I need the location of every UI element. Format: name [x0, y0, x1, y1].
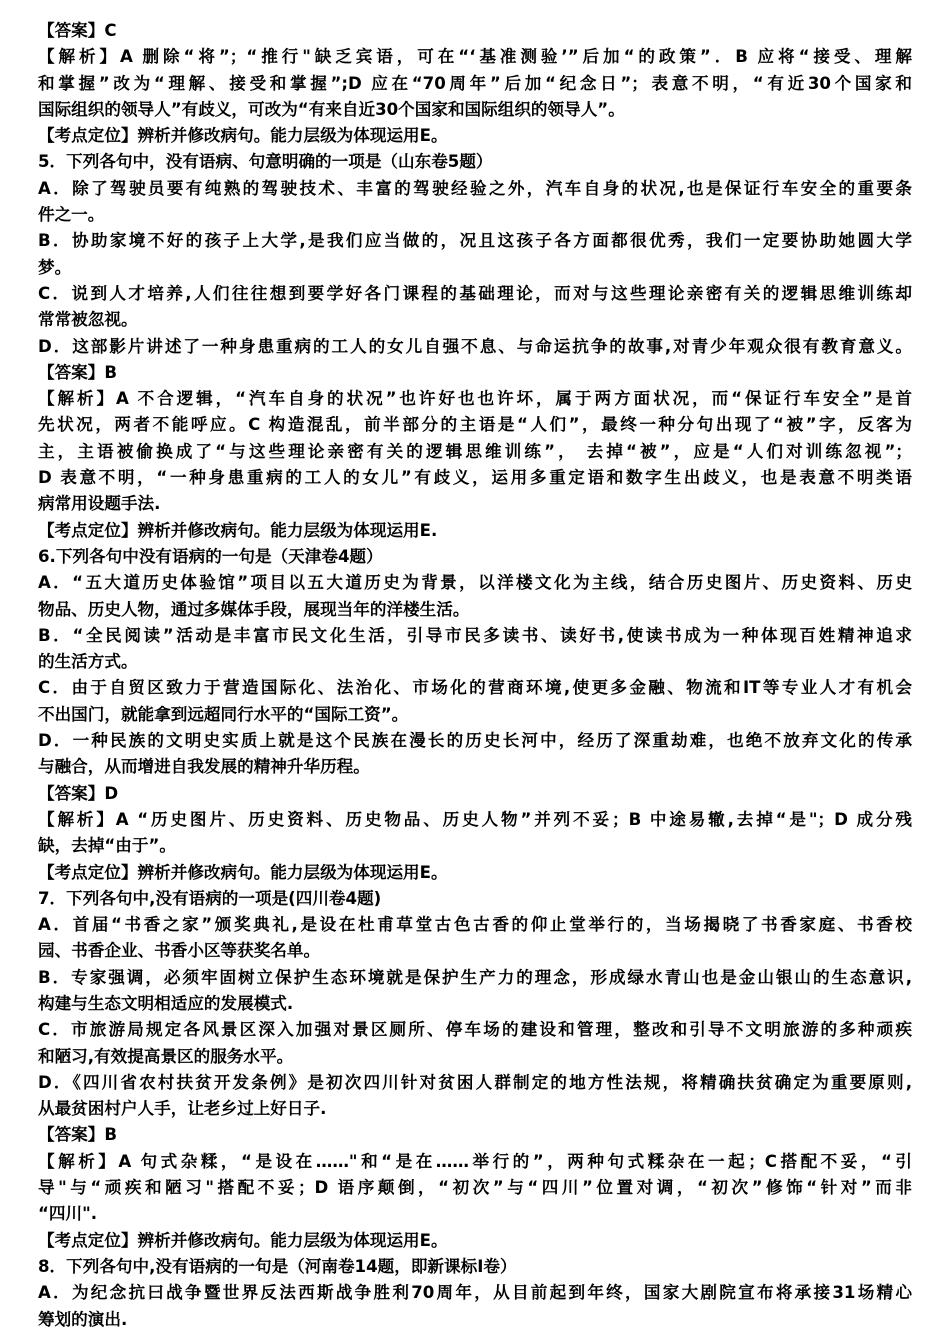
text-line: 园、书香企业、书香小区等获奖名单。 [38, 941, 321, 961]
text-line: 国际组织的领导人”有歧义，可改为“有来自近30个国家和国际组织的领导人”。 [38, 99, 625, 119]
text-line: 【解析】A 不合逻辑，“汽车自身的状况”也许好也也许坏，属于两方面状况，而“保证行车安全”是首 [38, 389, 912, 409]
text-line: 导"与“顽疾和陋习"搭配不妥；D 语序颠倒，“初次”与“四川”位置对调，“初次”修饰“针对”而非 [38, 1178, 912, 1198]
text-line: 不出国门，就能拿到远超同行水平的“国际工资”。 [38, 704, 409, 724]
text-line: 7．下列各句中,没有语病的一项是(四川卷4题) [38, 888, 382, 908]
text-line: 【解析】A 句式杂糅，“是设在……"和“是在……举行的”，两种句式糅杂在一起；C搭配不妥，“引 [38, 1151, 912, 1171]
text-line: 筹划的演出. [38, 1309, 128, 1329]
text-line: C．市旅游局规定各风景区深入加强对景区厕所、停车场的建设和管理，整改和引导不文明旅游的多种顽疾 [38, 1020, 912, 1040]
text-line: 【解析】A “历史图片、历史资料、历史物品、历史人物”并列不妥；B 中途易辙,去掉“是"；D 成分残 [38, 809, 912, 829]
text-line: B．“全民阅读”活动是丰富市民文化生活，引导市民多读书、读好书,使读书成为一种体现百姓精神追求 [38, 625, 912, 645]
text-line: 与融合，从而增进自我发展的精神升华历程。 [38, 757, 370, 777]
text-line: 【考点定位】辨析并修改病句。能力层级为体现运用E。 [38, 1230, 448, 1250]
text-line: 【解析】A 删除“将”；“推行"缺乏宾语，可在“‘基准测验’”后加“的政策”．B 应将“接受、理解 [38, 47, 912, 67]
text-line: 缺，去掉“由于”。 [38, 836, 176, 856]
text-line: 常常被忽视。 [38, 310, 138, 330]
text-line: 和掌握”改为“理解、接受和掌握”;D 应在“70周年”后加“纪念日”；表意不明，“有近30个国家和 [38, 73, 912, 93]
text-line: 【考点定位】辨析并修改病句。能力层级为体现运用E。 [38, 862, 448, 882]
text-line: 【答案】B [38, 362, 118, 382]
text-line: 梦。 [38, 257, 72, 277]
text-line: 构建与生态文明相适应的发展模式. [38, 993, 294, 1013]
text-line: 5．下列各句中，没有语病、句意明确的一项是（山东卷5题） [38, 152, 493, 172]
text-line: 的生活方式。 [38, 652, 138, 672]
text-line: 【答案】B [38, 1125, 118, 1145]
text-line: 【考点定位】辨析并修改病句。能力层级为体现运用E. [38, 520, 438, 540]
text-line: D．一种民族的文明史实质上就是这个民族在漫长的历史长河中，经历了深重劫难，也绝不放弃文化的传承 [38, 731, 912, 751]
text-line: 8．下列各句中,没有语病的一句是（河南卷14题，即新课标Ⅰ卷） [38, 1256, 517, 1276]
text-line: 【考点定位】辨析并修改病句。能力层级为体现运用E。 [38, 126, 448, 146]
text-line: C．说到人才培养,人们往往想到要学好各门课程的基础理论，而对与这些理论亲密有关的逻辑思维训练却 [38, 283, 912, 303]
text-line: 先状况，两者不能呼应。C 构造混乱，前半部分的主语是“人们”，最终一种分句出现了“被”字，反客为 [38, 415, 912, 435]
text-line: B．专家强调，必须牢固树立保护生态环境就是保护生产力的理念，形成绿水青山也是金山银山的生态意识, [38, 967, 912, 987]
text-line: 【答案】D [38, 783, 119, 803]
text-line: 主，主语被偷换成了“与这些理论亲密有关的逻辑思维训练”， 去掉“被”，应是“人们对训练忽视”； [38, 441, 912, 461]
text-line: 和陋习,有效提高景区的服务水平。 [38, 1046, 294, 1066]
text-line: 物品、历史人物，通过多媒体手段，展现当年的洋楼生活。 [38, 599, 470, 619]
text-line: C．由于自贸区致力于营造国际化、法治化、市场化的营商环境,使更多金融、物流和IT等专业人才有机会 [38, 678, 912, 698]
text-line: A．“五大道历史体验馆”项目以五大道历史为背景，以洋楼文化为主线，结合历史图片、历史资料、历史 [38, 573, 912, 593]
text-line: A．为纪念抗曰战争暨世界反法西斯战争胜利70周年，从目前起到年终，国家大剧院宣布将承接31场精心 [38, 1283, 912, 1303]
text-line: 6.下列各句中没有语病的一句是（天津卷4题） [38, 546, 383, 566]
text-line: 病常用设题手法. [38, 494, 161, 514]
text-line: B．协助家境不好的孩子上大学,是我们应当做的，况且这孩子各方面都很优秀，我们一定要协助她圆大学 [38, 231, 912, 251]
text-line: 从最贫困村户人手，让老乡过上好日子. [38, 1099, 327, 1119]
text-line: 件之一。 [38, 205, 105, 225]
text-line: D．《四川省农村扶贫开发条例》是初次四川针对贫困人群制定的地方性法规，将精确扶贫确定为重要原则, [38, 1072, 912, 1092]
text-line: 【答案】C [38, 21, 117, 40]
text-line: A．首届“书香之家”颁奖典礼,是设在杜甫草堂古色古香的仰止堂举行的，当场揭晓了书香家庭、书香校 [38, 915, 912, 935]
text-line: A．除了驾驶员要有纯熟的驾驶技术、丰富的驾驶经验之外，汽车自身的状况,也是保证行车安全的重要条 [38, 178, 912, 198]
text-line: “四川". [38, 1204, 98, 1224]
text-line: D．这部影片讲述了一种身患重病的工人的女儿自强不息、与命运抗争的故事,对青少年观众很有教育意义。 [38, 336, 912, 356]
text-line: D 表意不明，“一种身患重病的工人的女儿”有歧义，运用多重定语和数字生出歧义，也是表意不明类语 [38, 468, 912, 488]
